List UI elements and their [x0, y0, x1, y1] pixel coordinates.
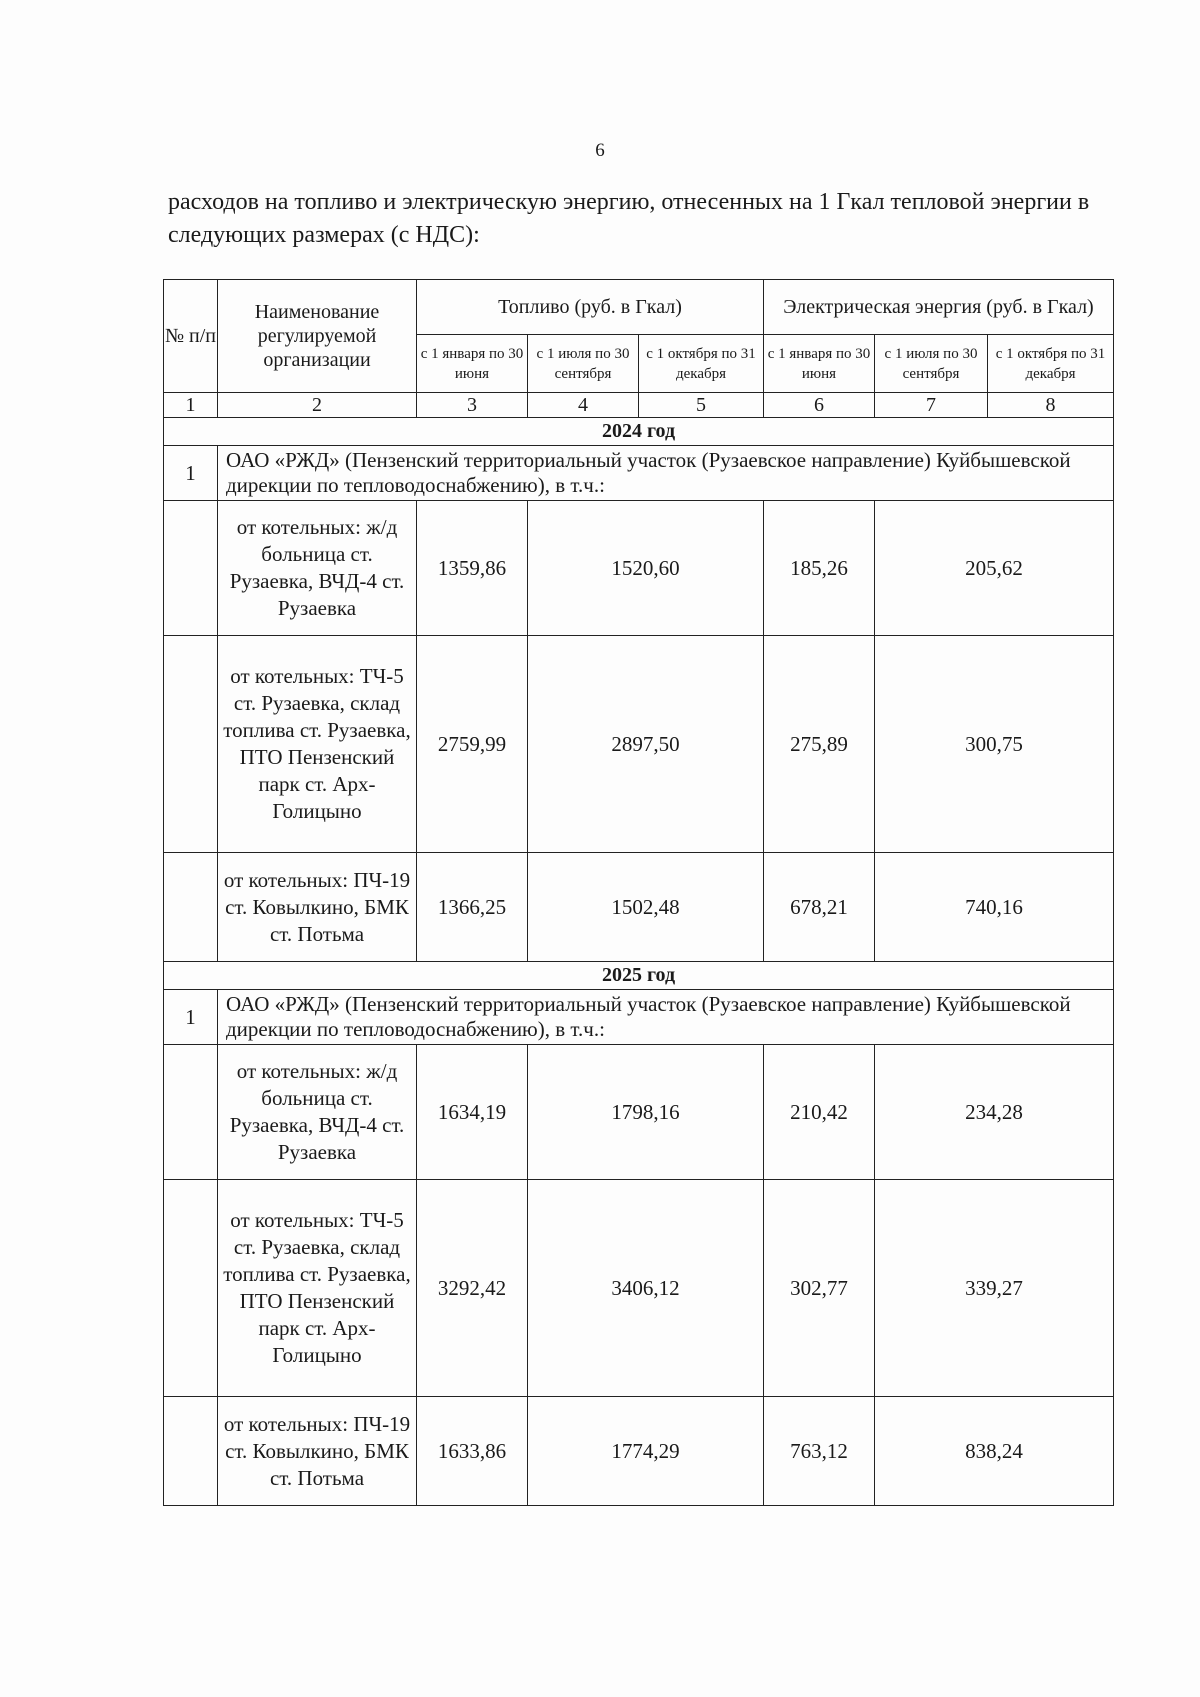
header-name: Наименование регулируемой организации [218, 280, 417, 393]
fuel-h1-value: 2759,99 [417, 636, 528, 853]
electric-h2-value: 740,16 [875, 853, 1114, 962]
fuel-h2-value: 1798,16 [528, 1045, 764, 1180]
column-number: 4 [528, 393, 639, 418]
boiler-group-name: от котельных: ж/д больница ст. Рузаевка, ВЧД-4 ст. Рузаевка [218, 1045, 417, 1180]
table-row [164, 636, 1114, 853]
fuel-h1-value: 1359,86 [417, 501, 528, 636]
boiler-group-name: от котельных: ПЧ-19 ст. Ковылкино, БМК ст. Потьма [218, 853, 417, 962]
column-number: 5 [639, 393, 764, 418]
header-period: с 1 июля по 30 сентября [528, 335, 639, 393]
column-number: 3 [417, 393, 528, 418]
table-row [164, 1045, 1114, 1180]
column-number: 7 [875, 393, 988, 418]
electric-h2-value: 234,28 [875, 1045, 1114, 1180]
header-period: с 1 января по 30 июня [764, 335, 875, 393]
org-name: ОАО «РЖД» (Пензенский территориальный участок (Рузаевское направление) Куйбышевской дирекции по тепловодоснабжению), в т.ч.: [218, 446, 1114, 501]
year-row-2024 [164, 418, 1114, 446]
fuel-h2-value: 1520,60 [528, 501, 764, 636]
org-row [164, 446, 1114, 501]
tariff-table [163, 279, 1114, 1506]
boiler-group-name: от котельных: ТЧ-5 ст. Рузаевка, склад топлива ст. Рузаевка, ПТО Пензенский парк ст. Арх-Голицыно [218, 1180, 417, 1397]
column-number: 1 [164, 393, 218, 418]
column-numbers-row [164, 393, 1114, 418]
header-fuel: Топливо (руб. в Гкал) [417, 280, 764, 335]
table-row [164, 501, 1114, 636]
boiler-group-name: от котельных: ПЧ-19 ст. Ковылкино, БМК ст. Потьма [218, 1397, 417, 1506]
column-number: 2 [218, 393, 417, 418]
column-number: 6 [764, 393, 875, 418]
header-period: с 1 октября по 31 декабря [639, 335, 764, 393]
org-number: 1 [164, 446, 218, 501]
header-period: с 1 октября по 31 декабря [988, 335, 1114, 393]
electric-h2-value: 205,62 [875, 501, 1114, 636]
fuel-h1-value: 1633,86 [417, 1397, 528, 1506]
fuel-h1-value: 1366,25 [417, 853, 528, 962]
electric-h1-value: 210,42 [764, 1045, 875, 1180]
header-electric: Электрическая энергия (руб. в Гкал) [764, 280, 1114, 335]
electric-h1-value: 302,77 [764, 1180, 875, 1397]
table-row [164, 853, 1114, 962]
header-period: с 1 января по 30 июня [417, 335, 528, 393]
electric-h2-value: 300,75 [875, 636, 1114, 853]
electric-h2-value: 339,27 [875, 1180, 1114, 1397]
table-row [164, 1397, 1114, 1506]
header-row [164, 280, 1114, 335]
table-row [164, 1180, 1114, 1397]
column-number: 8 [988, 393, 1114, 418]
header-num: № п/п [164, 280, 218, 393]
electric-h1-value: 763,12 [764, 1397, 875, 1506]
year-label: 2025 год [164, 962, 1114, 990]
org-number: 1 [164, 990, 218, 1045]
electric-h2-value: 838,24 [875, 1397, 1114, 1506]
fuel-h2-value: 1502,48 [528, 853, 764, 962]
electric-h1-value: 275,89 [764, 636, 875, 853]
electric-h1-value: 185,26 [764, 501, 875, 636]
intro-paragraph: расходов на топливо и электрическую энергию, отнесенных на 1 Гкал тепловой энергии в следующих размерах (с НДС): [168, 189, 1090, 248]
year-row-2025 [164, 962, 1114, 990]
org-row [164, 990, 1114, 1045]
fuel-h2-value: 3406,12 [528, 1180, 764, 1397]
electric-h1-value: 678,21 [764, 853, 875, 962]
fuel-h2-value: 1774,29 [528, 1397, 764, 1506]
boiler-group-name: от котельных: ТЧ-5 ст. Рузаевка, склад топлива ст. Рузаевка, ПТО Пензенский парк ст. Арх-Голицыно [218, 636, 417, 853]
year-label: 2024 год [164, 418, 1114, 446]
fuel-h2-value: 2897,50 [528, 636, 764, 853]
header-period: с 1 июля по 30 сентября [875, 335, 988, 393]
fuel-h1-value: 3292,42 [417, 1180, 528, 1397]
fuel-h1-value: 1634,19 [417, 1045, 528, 1180]
org-name: ОАО «РЖД» (Пензенский территориальный участок (Рузаевское направление) Куйбышевской дирекции по тепловодоснабжению), в т.ч.: [218, 990, 1114, 1045]
boiler-group-name: от котельных: ж/д больница ст. Рузаевка, ВЧД-4 ст. Рузаевка [218, 501, 417, 636]
page-number: 6 [595, 140, 605, 161]
